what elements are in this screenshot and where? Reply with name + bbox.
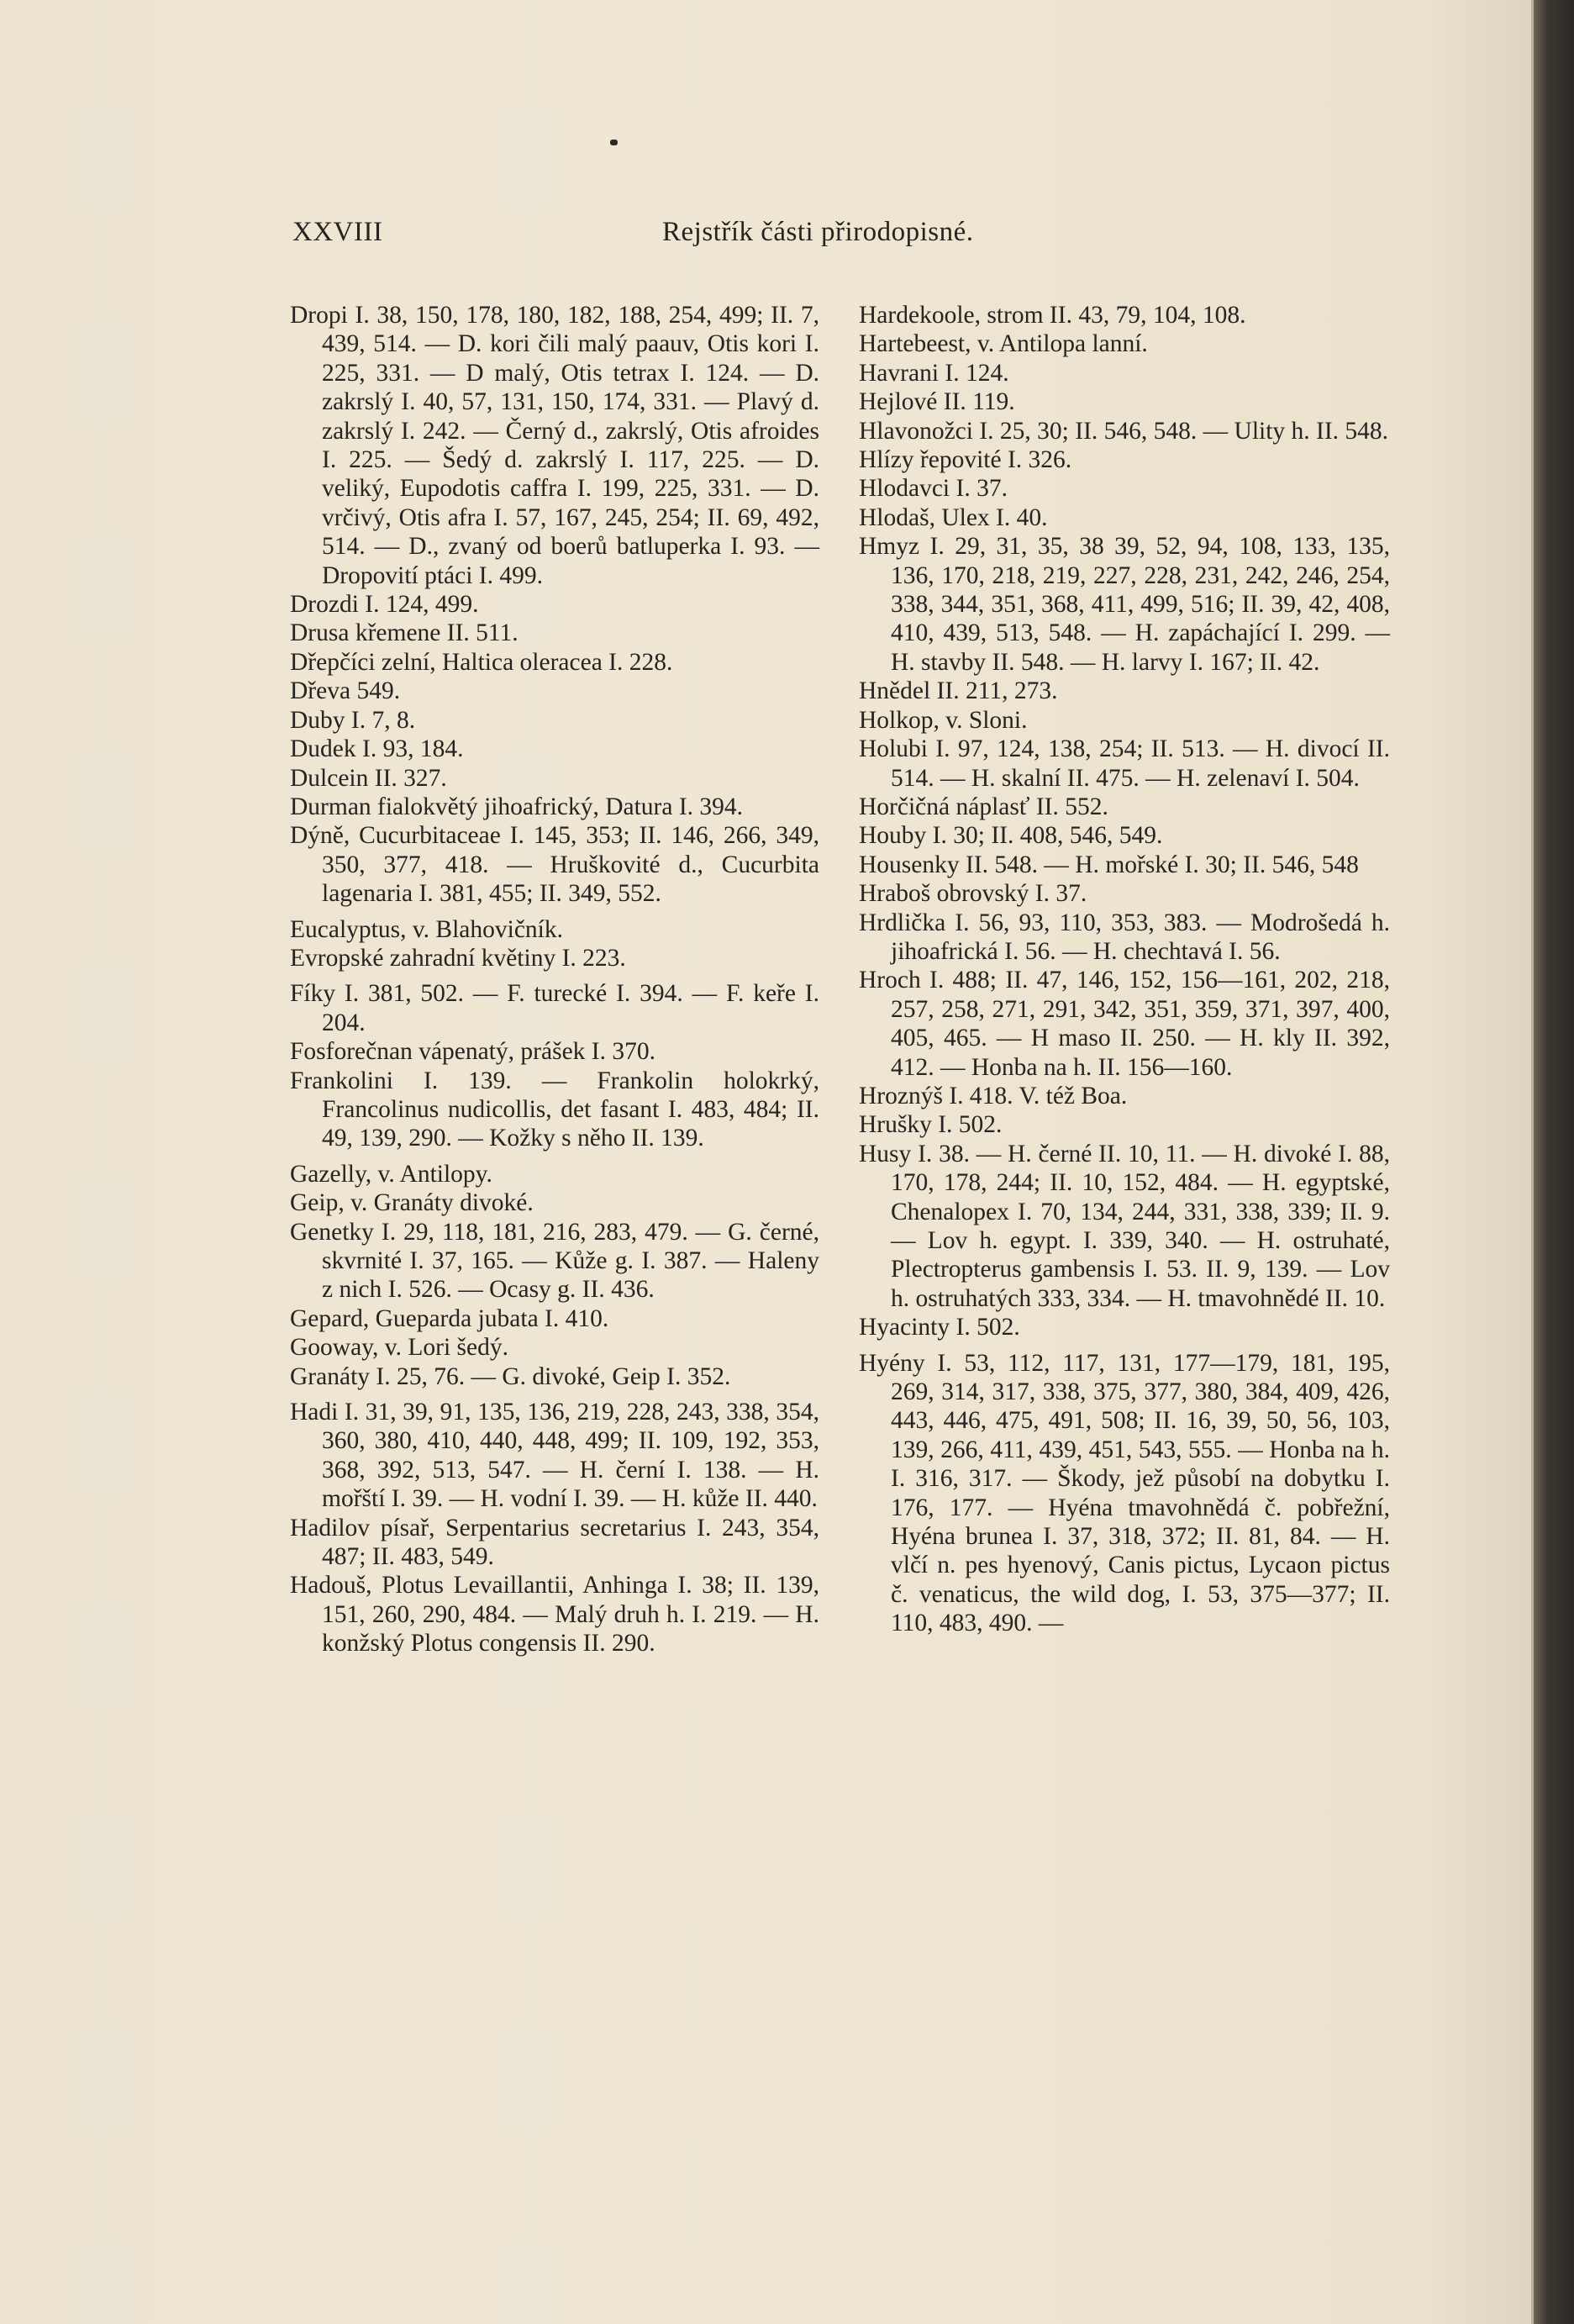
index-entry: Hadi I. 31, 39, 91, 135, 136, 219, 228, 243, 338, 354, 360, 380, 410, 440, 448, 499; II. 109, 192, 353, 368, 392, 513, 547. — H. černí I. 138. — H. mořští I. 39. — H. vodní I. 39. — H. kůže II. 440. xyxy=(290,1399,819,1513)
index-entry: Hroch I. 488; II. 47, 146, 152, 156—161, 202, 218, 257, 258, 271, 291, 342, 351, 359, 371, 397, 400, 405, 465. — H maso II. 250. — H. kly II. 392, 412. — Honba na h. II. 156—160. xyxy=(859,967,1390,1081)
index-entry: Hlízy řepovité I. 326. xyxy=(859,446,1072,474)
index-column-right xyxy=(859,301,1390,1638)
index-entry: Hlodaš, Ulex I. 40. xyxy=(859,503,1048,531)
index-entry: Hartebeest, v. Antilopa lanní. xyxy=(859,330,1148,358)
ink-speck xyxy=(610,140,618,145)
index-entry: Dřepčíci zelní, Haltica oleracea I. 228. xyxy=(290,648,673,676)
index-entry: Hyacinty I. 502. xyxy=(859,1314,1020,1341)
index-entry: Gooway, v. Lori šedý. xyxy=(290,1334,508,1362)
index-entry: Hnědel II. 211, 273. xyxy=(859,677,1058,705)
index-entry: Husy I. 38. — H. černé II. 10, 11. — H. divoké I. 88, 170, 178, 244; II. 10, 152, 484. — H. egyptské, Chenalopex I. 70, 134, 244, 331, 338, 339; II. 9. — Lov h. egypt. I. 339, 340. — H. ostruhaté, Plectropterus gambensis I. 53. II. 9, 139. — Lov h. ostruhatých 333, 334. — H. tmavohnědé II. 10. xyxy=(859,1140,1390,1312)
index-entry: Hrušky I. 502. xyxy=(859,1111,1003,1139)
index-entry: Geip, v. Granáty divoké. xyxy=(290,1189,534,1217)
index-entry: Dudek I. 93, 184. xyxy=(290,735,464,763)
index-entry: Fosforečnan vápenatý, prášek I. 370. xyxy=(290,1038,655,1066)
index-entry: Drozdi I. 124, 499. xyxy=(290,591,479,619)
index-column-left xyxy=(290,301,819,1658)
index-entry: Gepard, Guepardа jubata I. 410. xyxy=(290,1304,609,1332)
index-entry: Horčičná náplasť II. 552. xyxy=(859,793,1108,820)
index-entry: Dřeva 549. xyxy=(290,677,401,705)
page-number: XXVIII xyxy=(292,217,383,247)
index-entry: Hmyz I. 29, 31, 35, 38 39, 52, 94, 108, 133, 135, 136, 170, 218, 219, 227, 228, 231, 242, 246, 254, 338, 344, 351, 368, 411, 499, 516; II. 39, 42, 408, 410, 439, 513, 548. — H. zapáchající I. 299. — H. stavby II. 548. — H. larvy I. 167; II. 42. xyxy=(859,533,1390,676)
book-spine-edge xyxy=(1534,0,1574,2324)
index-entry: Houby I. 30; II. 408, 546, 549. xyxy=(859,822,1163,850)
running-title: Rejstřík části přirodopisné. xyxy=(662,217,974,247)
index-entry: Fíky I. 381, 502. — F. turecké I. 394. — F. keře I. 204. xyxy=(290,980,819,1036)
index-entry: Drusa křemene II. 511. xyxy=(290,619,519,647)
index-entry: Dropi I. 38, 150, 178, 180, 182, 188, 254, 499; II. 7, 439, 514. — D. kori čili malý paauv, Otis kori I. 225, 331. — D malý, Otis tetrax I. 124. — D. zakrslý I. 40, 57, 131, 150, 174, 331. — Plavý d. zakrslý I. 242. — Černý d., zakrslý, Otis afroides I. 225. — Šedý d. zakrslý I. 117, 225. — D. veliký, Eupodotis caffra I. 199, 225, 331. — D. vrčivý, Otis afra I. 57, 167, 245, 254; II. 69, 492, 514. — D., zvaný od boerů batluperka I. 93. — Dropovití ptáci I. 499. xyxy=(290,302,819,589)
index-entry: Hadilov písař, Serpentarius secretarius I. 243, 354, 487; II. 483, 549. xyxy=(290,1514,819,1571)
index-entry: Hroznýš I. 418. V. též Boa. xyxy=(859,1082,1128,1109)
index-entry: Durman fialokvětý jihoafrický, Datura I. 394. xyxy=(290,793,744,820)
index-entry: Hrdlička I. 56, 93, 110, 353, 383. — Modrošedá h. jihoafrická I. 56. — H. chechtavá I. 56. xyxy=(859,909,1390,965)
index-entry: Hlodavci I. 37. xyxy=(859,475,1008,503)
index-entry: Genetky I. 29, 118, 181, 216, 283, 479. — G. černé, skvrnité I. 37, 165. — Kůže g. I. 387. — Haleny z nich I. 526. — Ocasy g. II. 436. xyxy=(290,1218,819,1304)
index-entry: Evropské zahradní květiny I. 223. xyxy=(290,944,626,972)
index-entry: Frankolini I. 139. — Frankolin holokrký, Francolinus nudicollis, det fasant I. 483, 484; II. 49, 139, 290. — Kožky s něho II. 139. xyxy=(290,1067,819,1152)
running-header xyxy=(292,217,1385,259)
index-entry: Duby I. 7, 8. xyxy=(290,706,416,734)
index-entry: Hyény I. 53, 112, 117, 131, 177—179, 181, 195, 269, 314, 317, 338, 375, 377, 380, 384, 409, 426, 443, 446, 475, 491, 508; II. 16, 39, 50, 56, 103, 139, 266, 411, 439, 451, 543, 555. — Honba na h. I. 316, 317. — Škody, jež působí na dobytku I. 176, 177. — Hyéna tmavohnědá č. pobřežní, Hyéna brunea I. 37, 318, 372; II. 81, 84. — H. vlčí n. pes hyenový, Canis pictus, Lycaon pictus č. venaticus, the wild dog, I. 53, 375—377; II. 110, 483, 490. — xyxy=(859,1349,1390,1637)
index-entry: Dýně, Cucurbitaceae I. 145, 353; II. 146, 266, 349, 350, 377, 418. — Hruškovité d., Cucurbita lagenaria I. 381, 455; II. 349, 552. xyxy=(290,822,819,908)
index-entry: Housenky II. 548. — H. mořské I. 30; II. 546, 548 xyxy=(859,851,1359,878)
index-entry: Hlavonožci I. 25, 30; II. 546, 548. — Ulity h. II. 548. xyxy=(859,417,1389,445)
index-entry: Granáty I. 25, 76. — G. divoké, Geip I. 352. xyxy=(290,1362,731,1390)
index-entry: Hardekoole, strom II. 43, 79, 104, 108. xyxy=(859,302,1246,329)
index-entry: Holkop, v. Sloni. xyxy=(859,706,1028,734)
index-entry: Gazelly, v. Antilopy. xyxy=(290,1160,492,1188)
index-entry: Hejlové II. 119. xyxy=(859,388,1015,416)
index-entry: Dulcein II. 327. xyxy=(290,764,447,792)
index-entry: Holubi I. 97, 124, 138, 254; II. 513. — H. divocí II. 514. — H. skalní II. 475. — H. zelenaví I. 504. xyxy=(859,735,1390,792)
index-entry: Hraboš obrovský I. 37. xyxy=(859,880,1087,908)
index-entry: Havrani I. 124. xyxy=(859,359,1009,387)
index-entry: Hadouš, Plotus Levaillantii, Anhinga I. 38; II. 139, 151, 260, 290, 484. — Malý druh h. I. 219. — H. konžský Plotus congensis II. 290. xyxy=(290,1572,819,1657)
index-entry: Eucalyptus, v. Blahovičník. xyxy=(290,915,563,943)
